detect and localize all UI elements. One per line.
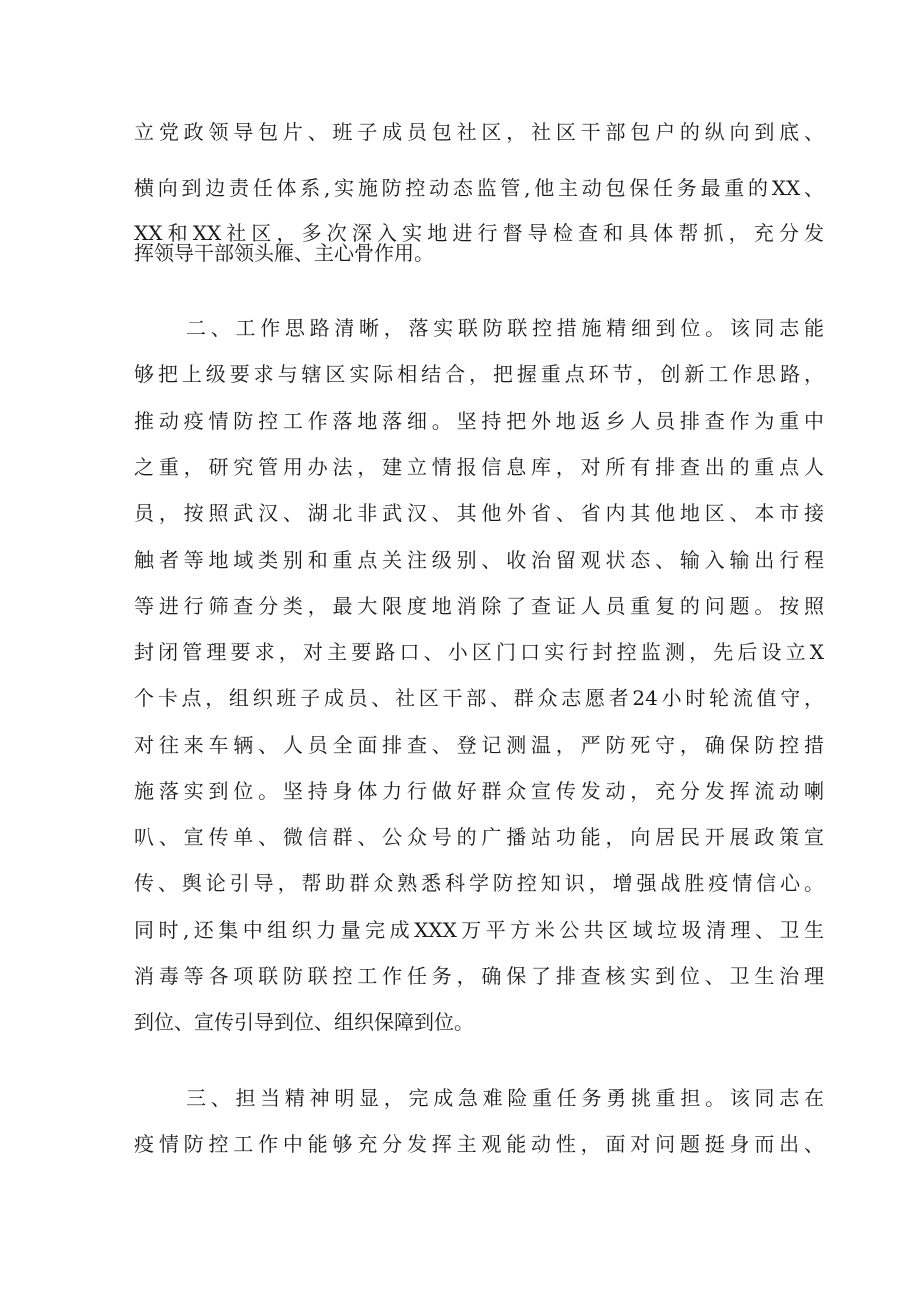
- text-line: 传、舆论引导，帮助群众熟悉科学防控知识，增强战胜疫情信心。: [134, 871, 824, 895]
- text-line: 之重，研究管用办法，建立情报信息库，对所有排查出的重点人: [134, 455, 824, 479]
- text-line: 消毒等各项联防联控工作任务，确保了排查核实到位、卫生治理: [134, 964, 824, 988]
- text-line: 个卡点，组织班子成员、社区干部、群众志愿者24小时轮流值守，: [134, 686, 824, 710]
- text-line: 对往来车辆、人员全面排查、登记测温，严防死守，确保防控措: [134, 733, 824, 757]
- text-line: 同时,还集中组织力量完成XXX万平方米公共区域垃圾清理、卫生: [134, 918, 824, 942]
- text-line: 立党政领导包片、班子成员包社区，社区干部包户的纵向到底、: [134, 120, 824, 144]
- text-line: 员，按照武汉、湖北非武汉、其他外省、省内其他地区、本市接: [134, 501, 824, 525]
- text-line: 疫情防控工作中能够充分发挥主观能动性，面对问题挺身而出、: [134, 1132, 824, 1156]
- paragraph-heading-line: 二、工作思路清晰，落实联防联控措施精细到位。该同志能: [186, 316, 824, 340]
- text-line: 叭、宣传单、微信群、公众号的广播站功能，向居民开展政策宣: [134, 825, 824, 849]
- text-line: 横向到边责任体系,实施防控动态监管,他主动包保任务最重的XX、: [134, 176, 824, 200]
- paragraph-heading-line: 三、担当精神明显，完成急难险重任务勇挑重担。该同志在: [186, 1086, 824, 1110]
- text-line: 够把上级要求与辖区实际相结合，把握重点环节，创新工作思路，: [134, 362, 824, 386]
- text-line: 到位、宣传引导到位、组织保障到位。: [134, 1010, 474, 1034]
- text-line: 挥领导干部领头雁、主心骨作用。: [134, 241, 434, 265]
- text-line: 等进行筛查分类，最大限度地消除了查证人员重复的问题。按照: [134, 594, 824, 618]
- text-line: 触者等地域类别和重点关注级别、收治留观状态、输入输出行程: [134, 548, 824, 572]
- text-line: 施落实到位。坚持身体力行做好群众宣传发动，充分发挥流动喇: [134, 779, 824, 803]
- text-line: 封闭管理要求，对主要路口、小区门口实行封控监测，先后设立X: [134, 640, 824, 664]
- text-line: XX和XX社区，多次深入实地进行督导检查和具体帮抓，充分发: [134, 221, 824, 245]
- text-line: 推动疫情防控工作落地落细。坚持把外地返乡人员排查作为重中: [134, 409, 824, 433]
